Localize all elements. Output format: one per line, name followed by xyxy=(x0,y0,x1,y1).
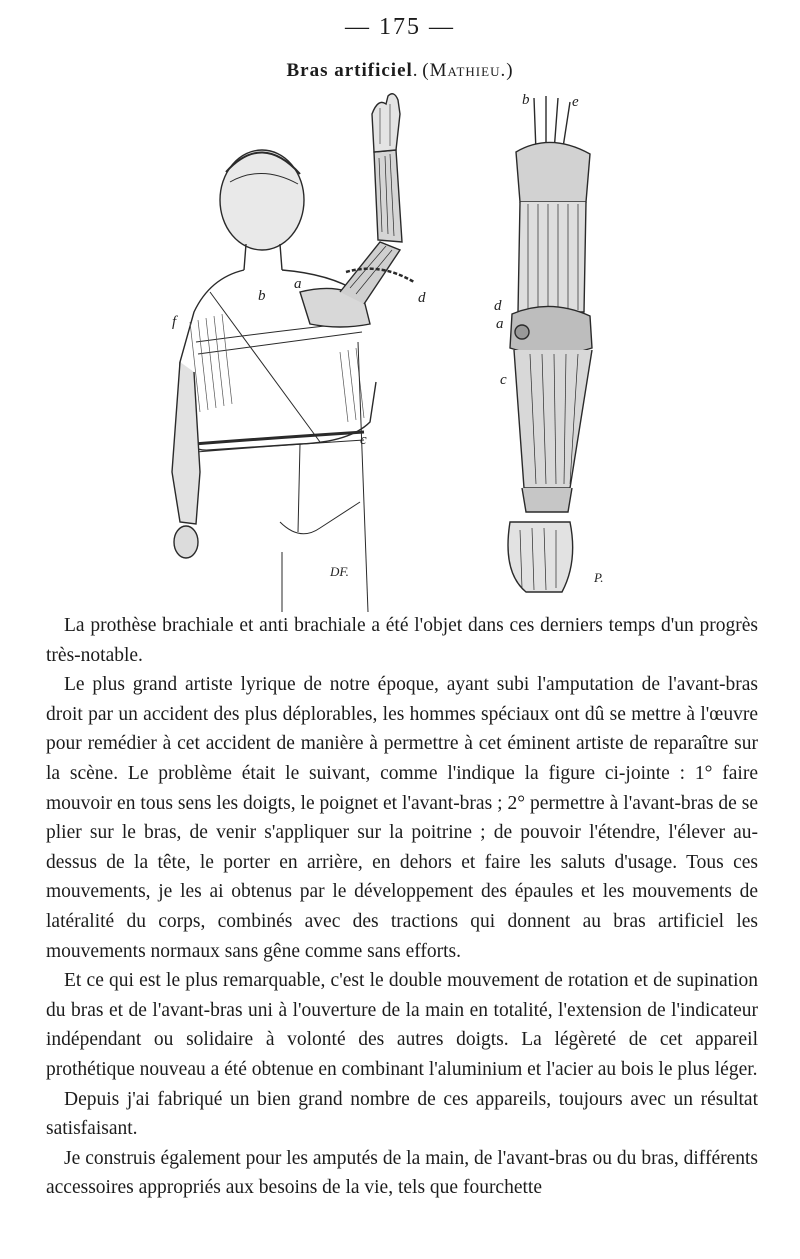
right-label-b: b xyxy=(522,92,530,108)
right-label-d: d xyxy=(494,298,502,314)
caption-separator: . xyxy=(412,60,423,81)
caption-title: Bras artificiel xyxy=(286,60,413,81)
left-label-c: c xyxy=(360,432,367,448)
caption-author: (Mathieu.) xyxy=(422,60,514,81)
right-signature: P. xyxy=(594,570,604,585)
paragraph: Et ce qui est le plus remarquable, c'est le double mouvement de rotation et de supination du bras et de l'avant-bras uni à l'ouverture de la main en totalité, l'extension de l'indicateur indépendant ou solidaire à volonté des autres doigts. La légèreté de cet appareil prothétique nouveau a été obtenue en combinant l'aluminium et l'acier au bois le plus léger. xyxy=(46,970,758,1080)
figure-caption xyxy=(0,60,800,82)
body-text xyxy=(46,611,758,1203)
prosthetic-arm-illustration xyxy=(150,92,620,612)
left-label-d: d xyxy=(418,290,426,306)
right-figure-drawing xyxy=(508,96,592,592)
right-label-c: c xyxy=(500,372,507,388)
left-label-a: a xyxy=(294,276,302,292)
left-signature: DF. xyxy=(330,564,349,579)
paragraph: Depuis j'ai fabriqué un bien grand nombre de ces appareils, toujours avec un résultat satisfaisant. xyxy=(46,1088,758,1140)
paragraph: Je construis également pour les amputés de la main, de l'avant-bras ou du bras, différents accessoires appropriés aux besoins de la vie, tels que fourchette xyxy=(46,1147,758,1199)
right-label-a: a xyxy=(496,316,504,332)
left-figure-drawing xyxy=(172,94,414,612)
right-label-e: e xyxy=(572,94,579,110)
page-number: — 175 — xyxy=(345,14,455,40)
left-label-f: f xyxy=(172,314,177,330)
left-label-b: b xyxy=(258,288,266,304)
paragraph: La prothèse brachiale et anti brachiale a été l'objet dans ces derniers temps d'un progrès très-notable. xyxy=(46,615,758,666)
paragraph: Le plus grand artiste lyrique de notre époque, ayant subi l'amputation de l'avant-bras droit par un accident des plus déplorables, les hommes spéciaux ont dû se mettre à l'œuvre pour remédier à cet accident de manière à permettre à cet éminent artiste de reparaître sur la scène. Le problème était le suivant, comme l'indique la figure ci-jointe : 1° faire mouvoir en tous sens les doigts, le poignet et l'avant-bras ; 2° permettre à l'avant-bras de se plier sur le bras, de venir s'appliquer sur la poitrine ; de pouvoir l'étendre, l'élever au-dessus de la tête, le porter en arrière, en dehors et faire les saluts d'usage. Tous ces mouvements, je les ai obtenus par le développement des épaules et les mouvements de latéralité du corps, combinés avec des tractions qui donnent au bras artificiel les mouvements normaux sans gêne comme sans efforts. xyxy=(46,674,758,962)
